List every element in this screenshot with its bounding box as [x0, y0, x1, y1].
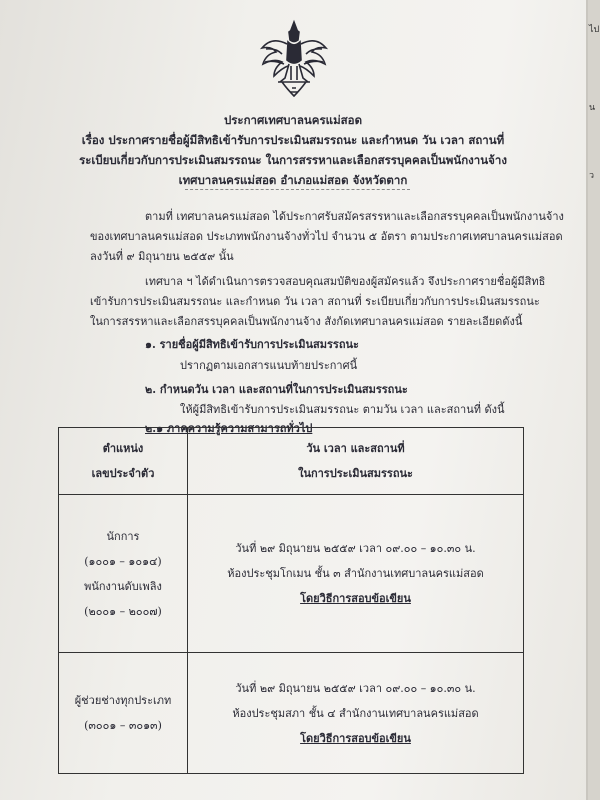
subject-line-1: เรื่อง ประกาศรายชื่อผู้มีสิทธิเข้ารับการประเมินสมรรถนะ และกำหนด วัน เวลา สถานที่	[81, 133, 505, 147]
edge-fragment: ไป	[589, 25, 600, 35]
exam-place: ห้องประชุมสภา ชั้น ๔ สำนักงานเทศบาลนครแม่สอด	[232, 706, 479, 720]
position-name: ผู้ช่วยช่างทุกประเภท	[74, 694, 172, 707]
header-position-label: ตำแหน่ง	[102, 442, 144, 455]
section1-heading: ๑. รายชื่อผู้มีสิทธิเข้ารับการประเมินสมรรถนะ	[145, 338, 359, 351]
header-schedule-label: วัน เวลา และสถานที่	[306, 442, 405, 455]
para1-line2: ของเทศบาลนครแม่สอด ประเภทพนักงานจ้างทั่วไป จำนวน ๕ อัตรา ตามประกาศเทศบาลนครแม่สอด	[90, 230, 563, 243]
header-id-label: เลขประจำตัว	[91, 467, 155, 480]
title-separator	[185, 189, 410, 190]
exam-method: โดยวิธีการสอบข้อเขียน	[300, 731, 411, 745]
header-schedule-cell	[188, 428, 524, 495]
exam-datetime: วันที่ ๒๙ มิถุนายน ๒๕๕๙ เวลา ๐๙.๐๐ – ๑๐.๓๐ น.	[235, 681, 476, 695]
header-position-cell	[59, 428, 188, 495]
position-cell	[59, 495, 188, 653]
id-range: (๑๐๐๑ – ๑๐๑๔)	[84, 554, 162, 568]
edge-fragment: น	[589, 103, 596, 113]
id-range: (๓๐๐๑ – ๓๐๑๓)	[84, 719, 162, 732]
edge-fragment: ว	[589, 171, 595, 181]
subject-line-2: ระเบียบเกี่ยวกับการประเมินสมรรถนะ ในการสรรหาและเลือกสรรบุคคลเป็นพนักงานจ้าง	[79, 153, 507, 167]
position-cell	[59, 653, 188, 774]
announcement-title: ประกาศเทศบาลนครแม่สอด	[223, 113, 363, 127]
table-row	[59, 495, 524, 653]
header-schedule-sublabel: ในการประเมินสมรรถนะ	[298, 467, 413, 480]
para2-line2: เข้ารับการประเมินสมรรถนะ และกำหนด วัน เวลา สถานที่ ระเบียบเกี่ยวกับการประเมินสมรรถนะ	[90, 295, 540, 308]
section2-text: ให้ผู้มีสิทธิเข้ารับการประเมินสมรรถนะ ตามวัน เวลา และสถานที่ ดังนี้	[180, 403, 505, 416]
table-header-row	[59, 428, 524, 495]
id-range: (๒๐๐๑ – ๒๐๐๗)	[84, 604, 162, 618]
exam-datetime: วันที่ ๒๙ มิถุนายน ๒๕๕๙ เวลา ๐๙.๐๐ – ๑๐.๓๐ น.	[235, 542, 476, 555]
section1-text: ปรากฏตามเอกสารแนบท้ายประกาศนี้	[180, 359, 358, 372]
position-name: นักการ	[106, 529, 140, 543]
table-row	[59, 653, 524, 774]
para2-line1: เทศบาล ฯ ได้ดำเนินการตรวจสอบคุณสมบัติของผู้สมัครแล้ว จึงประกาศรายชื่อผู้มีสิทธิ	[145, 275, 546, 288]
garuda-emblem-icon	[258, 18, 330, 100]
position-name: พนักงานดับเพลิง	[84, 579, 162, 593]
schedule-cell	[188, 495, 524, 653]
exam-method: โดยวิธีการสอบข้อเขียน	[300, 592, 411, 605]
section21-heading: ๒.๑ ภาคความรู้ความสามารถทั่วไป	[145, 422, 313, 435]
para1-line1: ตามที่ เทศบาลนครแม่สอด ได้ประกาศรับสมัครสรรหาและเลือกสรรบุคคลเป็นพนักงานจ้าง	[145, 210, 564, 223]
section2-heading: ๒. กำหนดวัน เวลา และสถานที่ในการประเมินสมรรถนะ	[145, 383, 408, 396]
schedule-cell	[188, 653, 524, 774]
subject-line-3: เทศบาลนครแม่สอด อำเภอแม่สอด จังหวัดตาก	[178, 173, 408, 187]
para1-line3: ลงวันที่ ๙ มิถุนายน ๒๕๕๙ นั้น	[90, 250, 234, 263]
exam-place: ห้องประชุมโกเมน ชั้น ๓ สำนักงานเทศบาลนครแม่สอด	[227, 567, 484, 580]
exam-schedule-table	[58, 427, 524, 774]
para2-line3: ในการสรรหาและเลือกสรรบุคคลเป็นพนักงานจ้าง สังกัดเทศบาลนครแม่สอด รายละเอียดดังนี้	[90, 315, 523, 328]
next-page-edge	[588, 0, 600, 800]
